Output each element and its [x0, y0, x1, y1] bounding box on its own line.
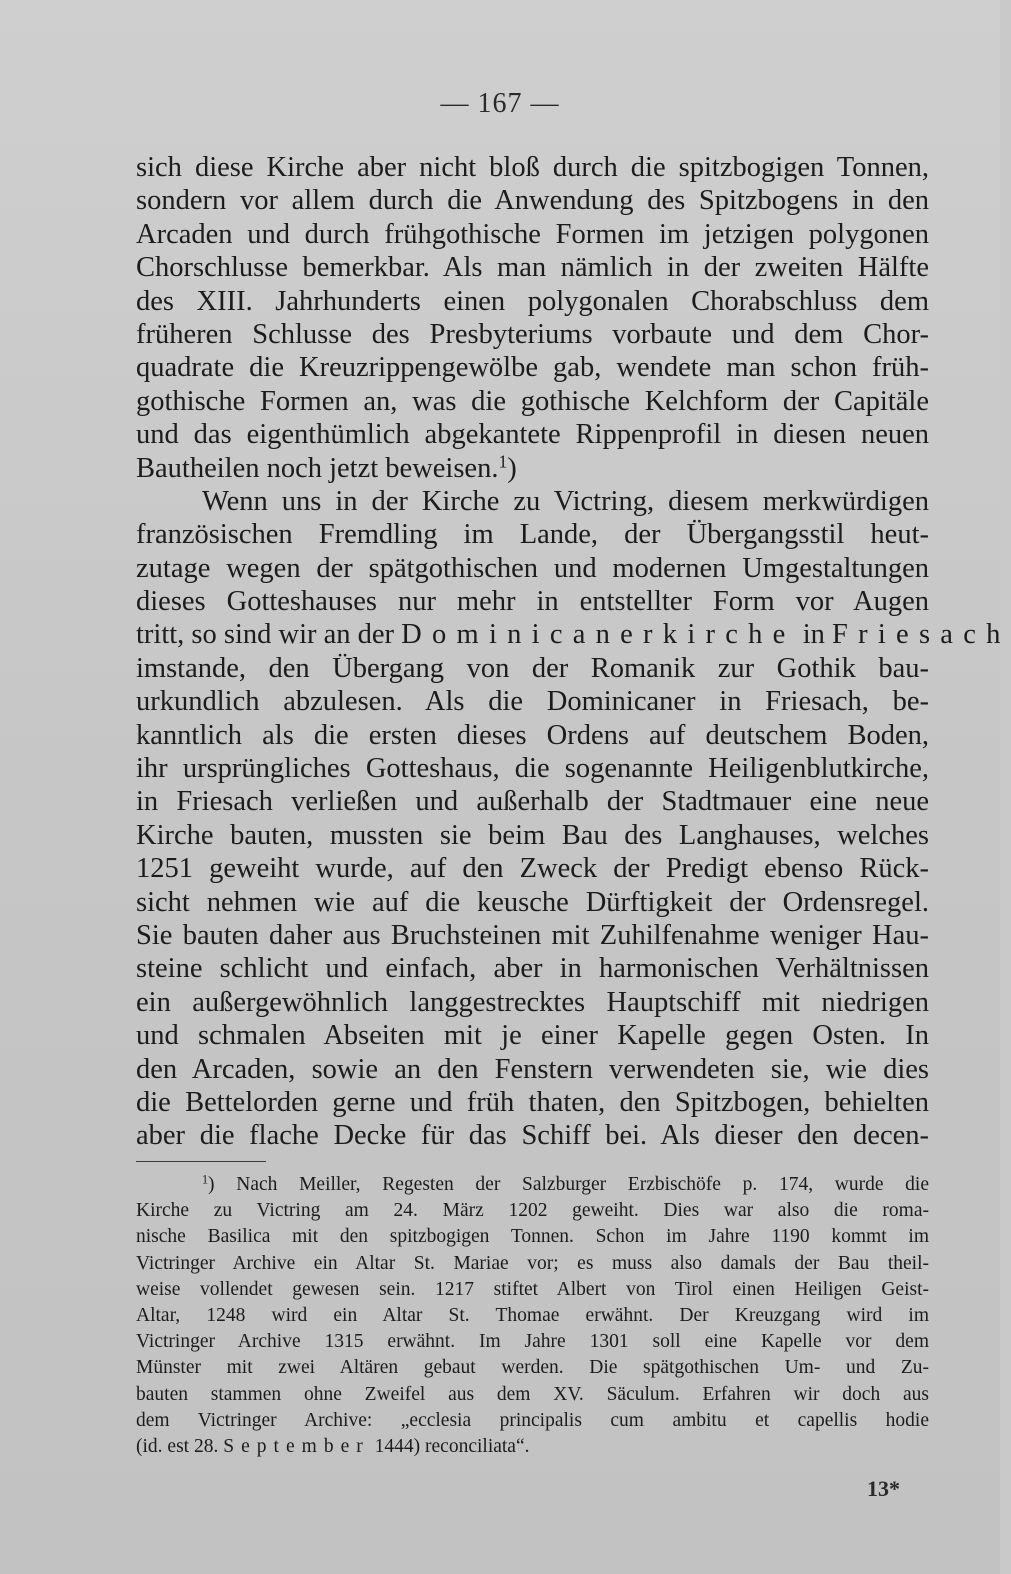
text-fragment: Nach Meiller, Regesten der Salzburger Erzbischöfe p. 174, wurde die	[214, 1174, 929, 1195]
text-line: und das eigenthümlich abgekantete Rippenprofil in diesen neuen	[136, 419, 929, 451]
signature-mark: 13*	[867, 1476, 900, 1501]
text-line: urkundlich abzulesen. Als die Dominicaner in Friesach, be-	[136, 686, 929, 718]
text-line: sondern vor allem durch die Anwendung des Spitzbogens in den	[136, 185, 929, 217]
footnote-marker: 1	[202, 1172, 209, 1187]
text-line: des XIII. Jahrhunderts einen polygonalen Chorabschluss dem	[136, 285, 929, 317]
footnote-line: Altar, 1248 wird ein Altar St. Thomae erwähnt. Der Kreuzgang wird im	[136, 1304, 929, 1326]
text-line: zutage wegen der spätgothischen und modernen Umgestaltungen	[136, 552, 929, 584]
text-fragment: (id. est 28.	[136, 1435, 224, 1457]
text-line: Arcaden und durch frühgothische Formen im jetzigen polygonen	[136, 218, 929, 250]
footnote-reference[interactable]: 1	[498, 450, 508, 471]
text-line: kanntlich als die ersten dieses Ordens auf deutschem Boden,	[136, 719, 929, 751]
emphasized-name: Dominicanerkirche	[401, 619, 796, 651]
emphasized-name: Friesach	[832, 619, 1011, 651]
footnote-line: Victringer Archive 1315 erwähnt. Im Jahre 1301 soll eine Kapelle vor dem	[136, 1331, 929, 1353]
text-fragment: Bautheilen noch jetzt beweisen.	[136, 452, 499, 484]
footnote-line: weise vollendet gewesen sein. 1217 stiftet Albert von Tirol einen Heiligen Geist-	[136, 1278, 929, 1300]
main-text	[136, 151, 1011, 1153]
text-line: steine schlicht und einfach, aber in harmonischen Verhältnissen	[136, 953, 929, 985]
text-fragment: tritt, so sind wir an der	[136, 619, 402, 651]
text-line	[136, 618, 1011, 651]
footnote-line	[136, 1172, 929, 1198]
text-fragment: in	[795, 619, 832, 651]
text-line: quadrate die Kreuzrippengewölbe gab, wendete man schon früh-	[136, 352, 929, 384]
footnote-line	[136, 1434, 929, 1460]
text-fragment: )	[507, 452, 517, 484]
footnote-line: dem Victringer Archive: „ecclesia principalis cum ambitu et capellis hodie	[136, 1409, 929, 1431]
footnote-line: Victringer Archive ein Altar St. Mariae vor; es muss also damals der Bau theil-	[136, 1252, 929, 1274]
text-line: Kirche bauten, mussten sie beim Bau des Langhauses, welches	[136, 819, 929, 851]
text-line: gothische Formen an, was die gothische Kelchform der Capitäle	[136, 385, 929, 417]
text-line: in Friesach verließen und außerhalb der Stadtmauer eine neue	[136, 786, 929, 818]
footnote-divider	[136, 1161, 266, 1162]
text-line: ihr ursprüngliches Gotteshaus, die sogenannte Heiligenblutkirche,	[136, 753, 929, 785]
text-line: den Arcaden, sowie an den Fenstern verwendeten sie, wie dies	[136, 1053, 929, 1085]
text-fragment: )	[208, 1174, 215, 1195]
page-number: — 167 —	[440, 88, 560, 119]
text-line: Sie bauten daher aus Bruchsteinen mit Zuhilfenahme weniger Hau-	[136, 919, 929, 951]
footnote-line: bauten stammen ohne Zweifel aus dem XV. Säculum. Erfahren wir doch aus	[136, 1383, 929, 1405]
footnote	[136, 1172, 929, 1460]
text-line: Wenn uns in der Kirche zu Victring, diesem merkwürdigen	[202, 485, 929, 517]
text-line: imstande, den Übergang von der Romanik zur Gothik bau-	[136, 652, 929, 684]
text-line: sicht nehmen wie auf die keusche Dürftigkeit der Ordensregel.	[136, 886, 929, 918]
text-line: früheren Schlusse des Presbyteriums vorbaute und dem Chor-	[136, 318, 929, 350]
text-line: dieses Gotteshauses nur mehr in entstellter Form vor Augen	[136, 586, 929, 618]
text-line	[136, 452, 929, 485]
text-line: Chorschlusse bemerkbar. Als man nämlich in der zweiten Hälfte	[136, 252, 929, 284]
text-fragment: 1444) reconciliata“.	[369, 1435, 530, 1457]
text-line: und schmalen Abseiten mit je einer Kapelle gegen Osten. In	[136, 1020, 929, 1052]
text-line: ein außergewöhnlich langgestrecktes Hauptschiff mit niedrigen	[136, 986, 929, 1018]
text-line: sich diese Kirche aber nicht bloß durch die spitzbogigen Tonnen,	[136, 152, 929, 183]
text-line: aber die flache Decke für das Schiff bei. Als dieser den decen-	[136, 1120, 929, 1152]
text-line: französischen Fremdling im Lande, der Übergangsstil heut-	[136, 519, 929, 551]
footnote-line: Münster mit zwei Altären gebaut werden. Die spätgothischen Um- und Zu-	[136, 1357, 929, 1379]
text-line: die Bettelorden gerne und früh thaten, den Spitzbogen, behielten	[136, 1086, 929, 1118]
text-line: 1251 geweiht wurde, auf den Zweck der Predigt ebenso Rück-	[136, 853, 929, 885]
emphasized-date: September	[223, 1435, 370, 1457]
footnote-line: Kirche zu Victring am 24. März 1202 geweiht. Dies war also die roma-	[136, 1200, 929, 1222]
footnote-line: nische Basilica mit den spitzbogigen Tonnen. Schon im Jahre 1190 kommt im	[136, 1226, 929, 1248]
